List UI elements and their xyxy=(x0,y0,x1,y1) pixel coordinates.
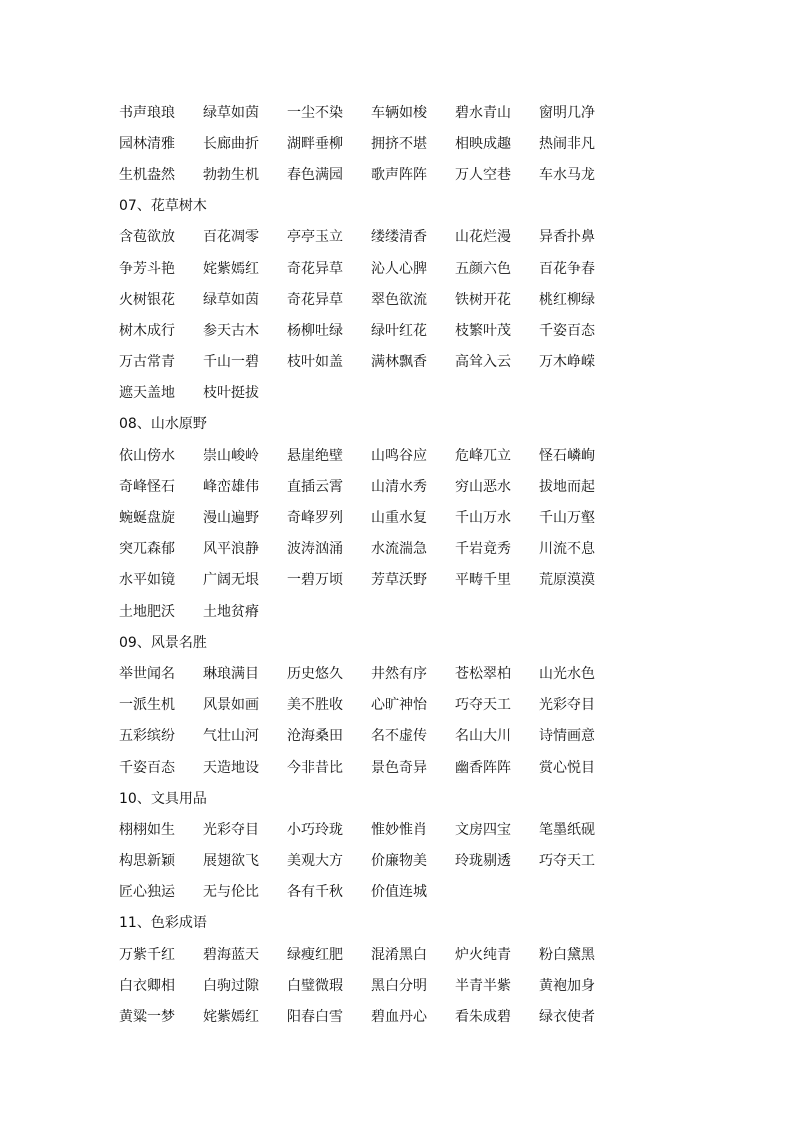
section-heading: 08、山水原野 xyxy=(119,416,207,433)
idiom-item: 价廉物美 xyxy=(371,853,427,870)
idiom-item: 光彩夺目 xyxy=(203,821,259,838)
idiom-item: 平畴千里 xyxy=(455,572,511,589)
idiom-item: 小巧玲珑 xyxy=(287,821,343,838)
idiom-item: 车水马龙 xyxy=(539,166,595,183)
idiom-item: 半青半紫 xyxy=(455,977,511,994)
idiom-item: 绿叶红花 xyxy=(371,322,427,339)
idiom-item: 直插云霄 xyxy=(287,478,343,495)
idiom-item: 天造地设 xyxy=(203,759,259,776)
idiom-item: 名不虚传 xyxy=(371,728,427,745)
idiom-item: 波涛汹涌 xyxy=(287,541,343,558)
idiom-item: 笔墨纸砚 xyxy=(539,821,595,838)
idiom-item: 树木成行 xyxy=(119,322,175,339)
idiom-item: 绿瘦红肥 xyxy=(287,946,343,963)
idiom-item: 异香扑鼻 xyxy=(539,229,595,246)
idiom-item: 美观大方 xyxy=(287,853,343,870)
idiom-item: 五彩缤纷 xyxy=(119,728,175,745)
idiom-item: 千姿百态 xyxy=(119,759,175,776)
idiom-item: 白衣卿相 xyxy=(119,977,175,994)
idiom-item: 千山万水 xyxy=(455,510,511,527)
idiom-item: 栩栩如生 xyxy=(119,821,175,838)
document-page xyxy=(119,97,639,1033)
idiom-item: 参天古木 xyxy=(203,322,259,339)
idiom-item: 湖畔垂柳 xyxy=(287,135,343,152)
idiom-item: 含苞欲放 xyxy=(119,229,175,246)
idiom-item: 广阔无垠 xyxy=(203,572,259,589)
idiom-item: 奇花异草 xyxy=(287,260,343,277)
idiom-row xyxy=(119,534,639,565)
idiom-row xyxy=(119,846,639,877)
idiom-row xyxy=(119,690,639,721)
idiom-item: 万人空巷 xyxy=(455,166,511,183)
idiom-item: 阳春白雪 xyxy=(287,1009,343,1026)
idiom-item: 匠心独运 xyxy=(119,884,175,901)
idiom-item: 峰峦雄伟 xyxy=(203,478,259,495)
idiom-item: 亭亭玉立 xyxy=(287,229,343,246)
idiom-item: 万木峥嵘 xyxy=(539,354,595,371)
idiom-row xyxy=(119,97,639,128)
idiom-item: 绿衣使者 xyxy=(539,1009,595,1026)
idiom-item: 展翅欲飞 xyxy=(203,853,259,870)
idiom-item: 白璧微瑕 xyxy=(287,977,343,994)
idiom-item: 绿草如茵 xyxy=(203,291,259,308)
idiom-item: 惟妙惟肖 xyxy=(371,821,427,838)
idiom-row xyxy=(119,565,639,596)
idiom-item: 高耸入云 xyxy=(455,354,511,371)
idiom-row xyxy=(119,658,639,689)
idiom-item: 桃红柳绿 xyxy=(539,291,595,308)
idiom-item: 苍松翠柏 xyxy=(455,665,511,682)
idiom-row xyxy=(119,128,639,159)
idiom-item: 百花争春 xyxy=(539,260,595,277)
idiom-item: 突兀森郁 xyxy=(119,541,175,558)
idiom-row xyxy=(119,378,639,409)
idiom-item: 混淆黑白 xyxy=(371,946,427,963)
idiom-item: 窗明几净 xyxy=(539,104,595,121)
idiom-item: 沁人心脾 xyxy=(371,260,427,277)
idiom-row xyxy=(119,253,639,284)
idiom-item: 水流湍急 xyxy=(371,541,427,558)
idiom-item: 山鸣谷应 xyxy=(371,447,427,464)
idiom-item: 玲珑剔透 xyxy=(455,853,511,870)
idiom-item: 穷山恶水 xyxy=(455,478,511,495)
idiom-item: 绿草如茵 xyxy=(203,104,259,121)
idiom-item: 一尘不染 xyxy=(287,104,343,121)
idiom-item: 碧血丹心 xyxy=(371,1009,427,1026)
idiom-item: 相映成趣 xyxy=(455,135,511,152)
idiom-item: 沧海桑田 xyxy=(287,728,343,745)
section-heading: 09、风景名胜 xyxy=(119,634,207,651)
idiom-item: 蜿蜒盘旋 xyxy=(119,510,175,527)
idiom-item: 春色满园 xyxy=(287,166,343,183)
idiom-item: 炉火纯青 xyxy=(455,946,511,963)
idiom-item: 幽香阵阵 xyxy=(455,759,511,776)
idiom-item: 一碧万顷 xyxy=(287,572,343,589)
idiom-row xyxy=(119,502,639,533)
idiom-item: 满林飘香 xyxy=(371,354,427,371)
idiom-item: 历史悠久 xyxy=(287,665,343,682)
idiom-item: 勃勃生机 xyxy=(203,166,259,183)
idiom-row xyxy=(119,222,639,253)
idiom-item: 枝叶挺拔 xyxy=(203,385,259,402)
idiom-row xyxy=(119,814,639,845)
idiom-item: 光彩夺目 xyxy=(539,697,595,714)
idiom-item: 漫山遍野 xyxy=(203,510,259,527)
idiom-item: 铁树开花 xyxy=(455,291,511,308)
idiom-item: 土地贫瘠 xyxy=(203,603,259,620)
idiom-item: 杨柳吐绿 xyxy=(287,322,343,339)
idiom-item: 车辆如梭 xyxy=(371,104,427,121)
idiom-row xyxy=(119,877,639,908)
idiom-item: 枝繁叶茂 xyxy=(455,322,511,339)
idiom-item: 井然有序 xyxy=(371,665,427,682)
idiom-item: 依山傍水 xyxy=(119,447,175,464)
idiom-item: 景色奇异 xyxy=(371,759,427,776)
idiom-item: 火树银花 xyxy=(119,291,175,308)
idiom-item: 土地肥沃 xyxy=(119,603,175,620)
idiom-item: 文房四宝 xyxy=(455,821,511,838)
idiom-item: 万紫千红 xyxy=(119,946,175,963)
idiom-item: 一派生机 xyxy=(119,697,175,714)
idiom-item: 黑白分明 xyxy=(371,977,427,994)
idiom-item: 拥挤不堪 xyxy=(371,135,427,152)
idiom-row xyxy=(119,347,639,378)
idiom-item: 山光水色 xyxy=(539,665,595,682)
idiom-item: 热闹非凡 xyxy=(539,135,595,152)
idiom-item: 巧夺天工 xyxy=(539,853,595,870)
idiom-item: 风平浪静 xyxy=(203,541,259,558)
idiom-item: 碧海蓝天 xyxy=(203,946,259,963)
idiom-item: 姹紫嫣红 xyxy=(203,260,259,277)
idiom-item: 无与伦比 xyxy=(203,884,259,901)
idiom-item: 风景如画 xyxy=(203,697,259,714)
idiom-item: 山重水复 xyxy=(371,510,427,527)
idiom-item: 诗情画意 xyxy=(539,728,595,745)
idiom-row xyxy=(119,721,639,752)
idiom-row xyxy=(119,970,639,1001)
idiom-item: 赏心悦目 xyxy=(539,759,595,776)
idiom-item: 奇花异草 xyxy=(287,291,343,308)
idiom-item: 各有千秋 xyxy=(287,884,343,901)
idiom-item: 白驹过隙 xyxy=(203,977,259,994)
idiom-item: 粉白黛黑 xyxy=(539,946,595,963)
idiom-item: 奇峰罗列 xyxy=(287,510,343,527)
idiom-item: 黄粱一梦 xyxy=(119,1009,175,1026)
idiom-item: 气壮山河 xyxy=(203,728,259,745)
idiom-item: 园林清雅 xyxy=(119,135,175,152)
idiom-item: 今非昔比 xyxy=(287,759,343,776)
idiom-item: 美不胜收 xyxy=(287,697,343,714)
idiom-item: 怪石嶙峋 xyxy=(539,447,595,464)
section-heading: 11、色彩成语 xyxy=(119,915,207,932)
idiom-item: 黄袍加身 xyxy=(539,977,595,994)
idiom-item: 长廊曲折 xyxy=(203,135,259,152)
idiom-item: 翠色欲流 xyxy=(371,291,427,308)
idiom-item: 百花凋零 xyxy=(203,229,259,246)
idiom-item: 千岩竟秀 xyxy=(455,541,511,558)
idiom-row xyxy=(119,440,639,471)
idiom-item: 歌声阵阵 xyxy=(371,166,427,183)
idiom-item: 价值连城 xyxy=(371,884,427,901)
idiom-row xyxy=(119,752,639,783)
idiom-item: 千山万壑 xyxy=(539,510,595,527)
idiom-item: 川流不息 xyxy=(539,541,595,558)
idiom-item: 心旷神怡 xyxy=(371,697,427,714)
idiom-item: 崇山峻岭 xyxy=(203,447,259,464)
idiom-item: 构思新颖 xyxy=(119,853,175,870)
idiom-row xyxy=(119,596,639,627)
idiom-item: 荒原漠漠 xyxy=(539,572,595,589)
idiom-item: 五颜六色 xyxy=(455,260,511,277)
section-heading: 10、文具用品 xyxy=(119,790,207,807)
idiom-item: 巧夺天工 xyxy=(455,697,511,714)
section-heading: 07、花草树木 xyxy=(119,198,207,215)
idiom-item: 缕缕清香 xyxy=(371,229,427,246)
idiom-item: 万古常青 xyxy=(119,354,175,371)
idiom-item: 生机盎然 xyxy=(119,166,175,183)
idiom-item: 琳琅满目 xyxy=(203,665,259,682)
idiom-item: 名山大川 xyxy=(455,728,511,745)
idiom-item: 奇峰怪石 xyxy=(119,478,175,495)
idiom-row xyxy=(119,471,639,502)
idiom-item: 芳草沃野 xyxy=(371,572,427,589)
idiom-item: 看朱成碧 xyxy=(455,1009,511,1026)
idiom-item: 山花烂漫 xyxy=(455,229,511,246)
idiom-item: 千山一碧 xyxy=(203,354,259,371)
idiom-item: 举世闻名 xyxy=(119,665,175,682)
idiom-row xyxy=(119,284,639,315)
idiom-item: 水平如镜 xyxy=(119,572,175,589)
idiom-row xyxy=(119,939,639,970)
idiom-item: 枝叶如盖 xyxy=(287,354,343,371)
idiom-item: 山清水秀 xyxy=(371,478,427,495)
idiom-item: 姹紫嫣红 xyxy=(203,1009,259,1026)
idiom-row xyxy=(119,1001,639,1032)
idiom-item: 碧水青山 xyxy=(455,104,511,121)
idiom-item: 书声琅琅 xyxy=(119,104,175,121)
idiom-item: 危峰兀立 xyxy=(455,447,511,464)
idiom-item: 悬崖绝壁 xyxy=(287,447,343,464)
idiom-item: 千姿百态 xyxy=(539,322,595,339)
idiom-row xyxy=(119,159,639,190)
idiom-item: 拔地而起 xyxy=(539,478,595,495)
idiom-item: 争芳斗艳 xyxy=(119,260,175,277)
idiom-row xyxy=(119,315,639,346)
idiom-item: 遮天盖地 xyxy=(119,385,175,402)
